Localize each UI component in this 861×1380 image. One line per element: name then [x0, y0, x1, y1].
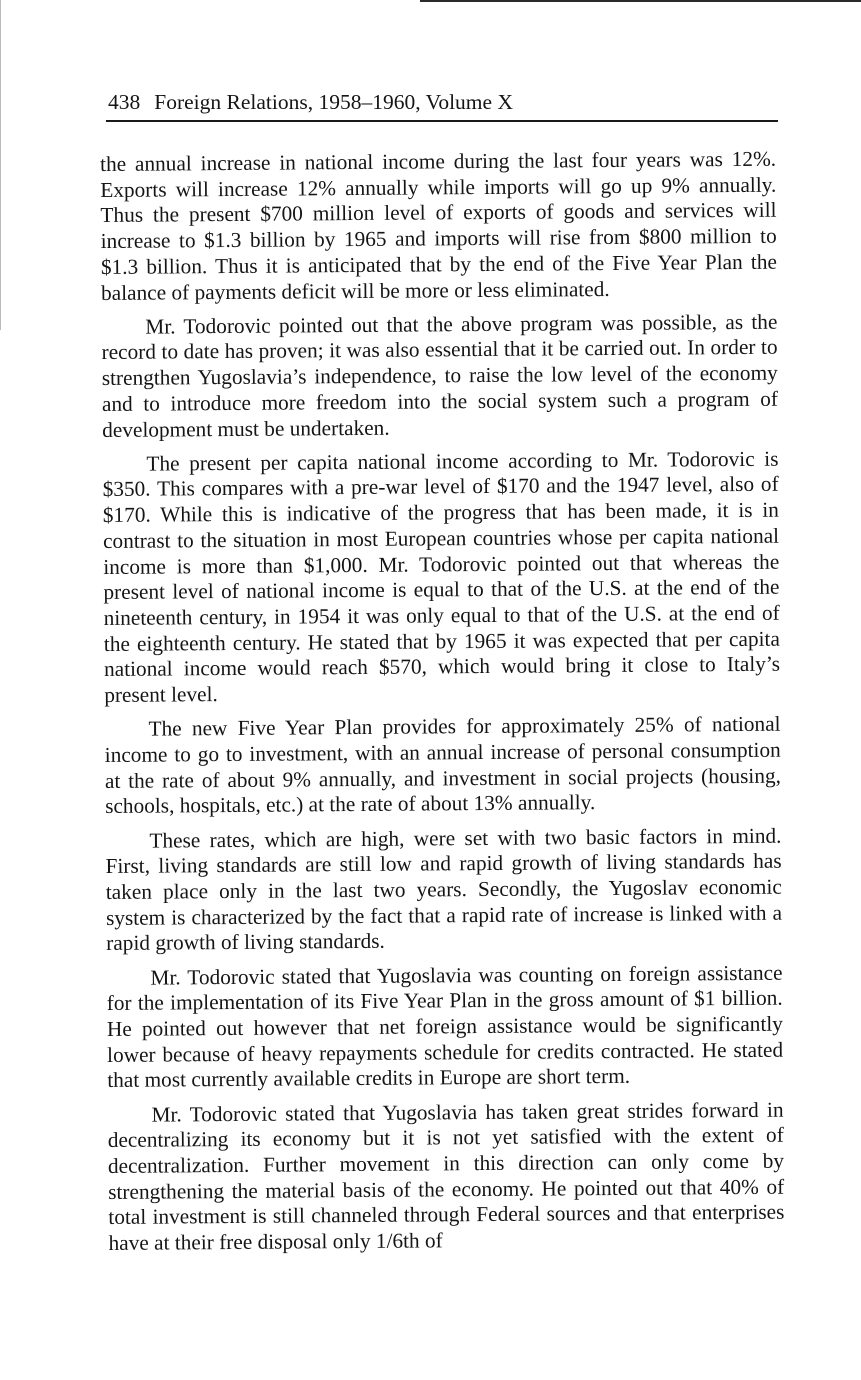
- top-edge-rule: [420, 0, 861, 2]
- paragraph-continued: the annual increase in national income during the last four years was 12%. Exports will increase 12% annually while imports will go up 9% annually. Thus the present $700 million level of exports of goods and services will increase to $1.3 billion by 1965 and imports will rise from $800 million to $1.3 billion. Thus it is anticipated that by the end of the Five Year Plan the balance of payments deficit will be more or less eliminated.: [100, 146, 777, 305]
- paragraph: Mr. Todorovic stated that Yugoslavia has taken great strides forward in decentralizing its economy but it is not yet satisfied with the extent of decentralization. Further movement in this direction can only come by strengthening the material basis of the economy. He pointed out that 40% of total investment is still channeled through Federal sources and that enterprises have at their free disposal only 1/6th of: [107, 1097, 785, 1256]
- paragraph: Mr. Todorovic pointed out that the above program was possible, as the record to date has proven; it was also essential that it be carried out. In order to strengthen Yugoslavia’s independence, to raise the low level of the economy and to introduce more freedom into the social system such a program of development must be undertaken.: [101, 309, 779, 442]
- paragraph: The present per capita national income according to Mr. Todorovic is $350. This compares with a pre-war level of $170 and the 1947 level, also of $170. While this is indicative of the progress that has been made, it is in contrast to the situation in most European countries whose per capita national income is more than $1,000. Mr. Todorovic pointed out that whereas the present level of national income is equal to that of the U.S. at the end of the nineteenth century, in 1954 it was only equal to that of the U.S. at the end of the eighteenth century. He stated that by 1965 it was expected that per capita national income would reach $570, which would bring it close to Italy’s present level.: [102, 446, 781, 708]
- paragraph: These rates, which are high, were set with two basic factors in mind. First, living standards are still low and rapid growth of living standards has taken place only in the last two years. Secondly, the Yugoslav economic system is characterized by the fact that a rapid rate of increase is linked with a rapid growth of living standards.: [105, 823, 783, 956]
- running-header: [108, 88, 778, 116]
- header-rule: [106, 120, 778, 122]
- running-title: Foreign Relations, 1958–1960, Volume X: [154, 90, 513, 114]
- paragraph: The new Five Year Plan provides for approximately 25% of national income to go to investment, with an annual increase of personal consumption at the rate of about 9% annually, and investment in social projects (housing, schools, hospitals, etc.) at the rate of about 13% annually.: [104, 711, 782, 819]
- body-text: [100, 147, 785, 1266]
- paragraph: Mr. Todorovic stated that Yugoslavia was counting on foreign assistance for the implementation of its Five Year Plan in the gross amount of $1 billion. He pointed out however that net foreign assistance would be significantly lower because of heavy repayments schedule for credits contracted. He stated that most currently available credits in Europe are short term.: [106, 960, 784, 1093]
- page-edge-shadow: [0, 0, 1, 330]
- page-number: 438: [108, 90, 141, 114]
